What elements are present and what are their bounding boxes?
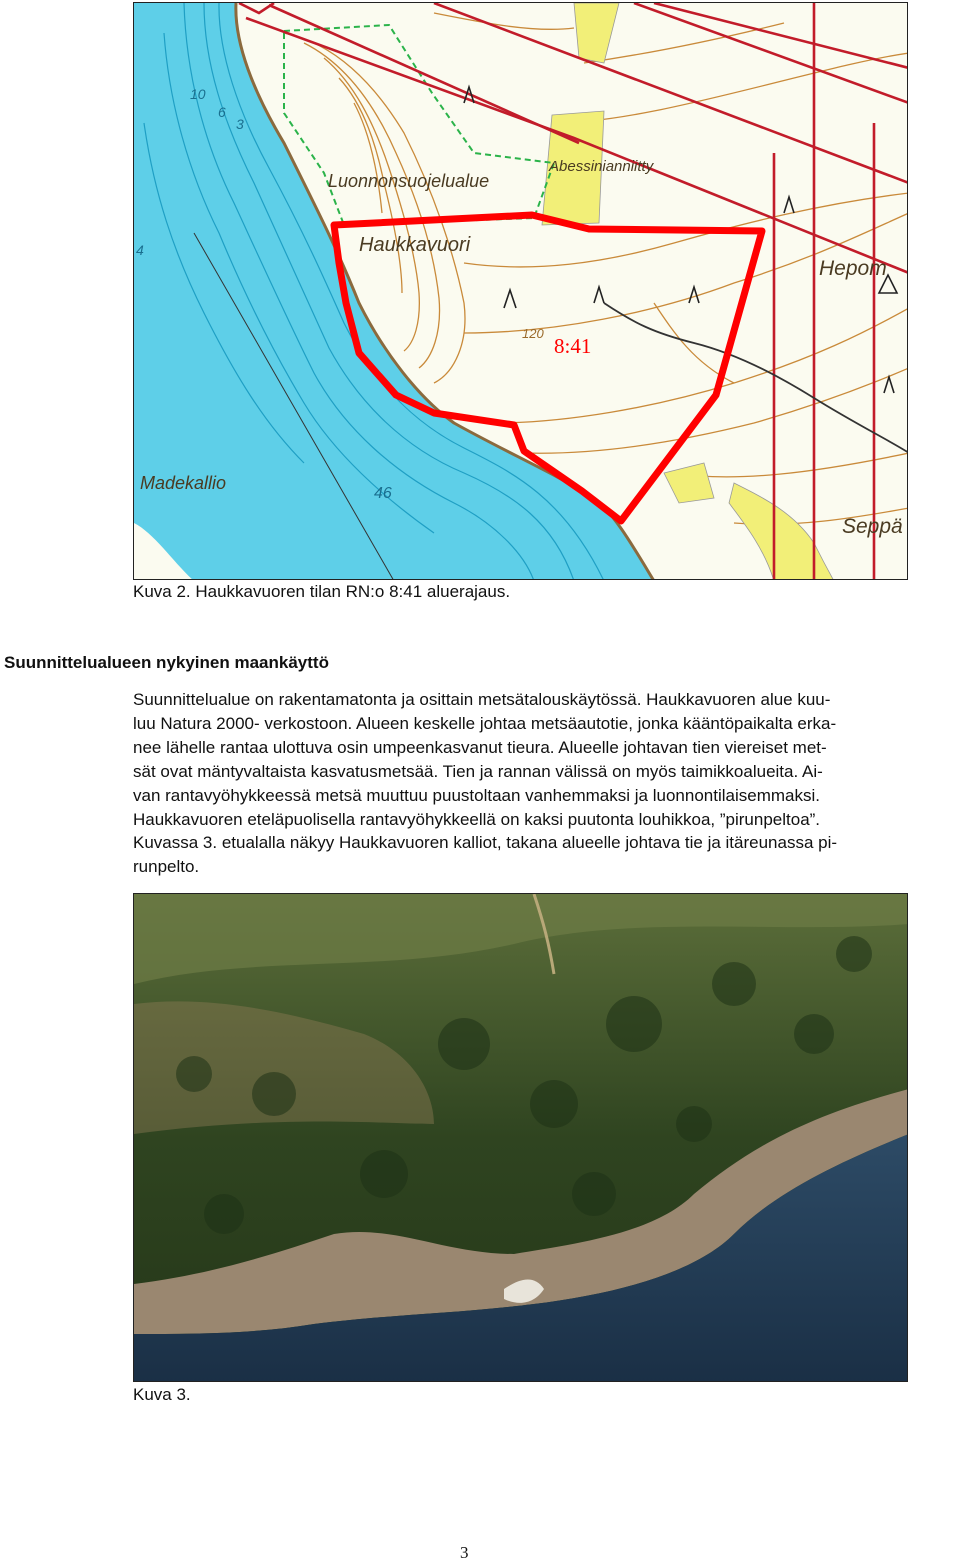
label-nature-reserve: Luonnonsuojelualue [328, 171, 490, 191]
parcel-label: 8:41 [554, 334, 592, 358]
paragraph-line: runpelto. [133, 857, 200, 877]
label-contour-120: 120 [522, 326, 544, 341]
paragraph-line: Suunnittelualue on rakentamatonta ja osittain metsätalouskäytössä. Haukkavuoren alue kuu- [133, 690, 831, 709]
map-graphic [134, 3, 908, 580]
photo-caption: Kuva 3. [133, 1385, 191, 1404]
label-haukkavuori: Haukkavuori [359, 234, 471, 256]
label-depth-10: 10 [190, 86, 206, 102]
label-edge-4: 4 [136, 242, 144, 258]
paragraph-line: nee lähelle rantaa ulottuva osin umpeenkasvanut tieura. Alueelle johtavan tien viereiset met- [133, 737, 827, 757]
page-number: 3 [460, 1543, 469, 1562]
label-hepom: Hepom [819, 257, 887, 280]
body-paragraph [133, 688, 949, 879]
topographic-map [133, 2, 908, 580]
map-caption: Kuva 2. Haukkavuoren tilan RN:o 8:41 aluerajaus. [133, 582, 511, 601]
section-heading: Suunnittelualueen nykyinen maankäyttö [4, 653, 329, 672]
label-madekallio: Madekallio [140, 473, 227, 493]
paragraph-line: van rantavyöhykkeessä metsä muuttuu puustoltaan vanhemmaksi ja luonnontilaisemmaksi. [133, 785, 820, 805]
paragraph-line: Kuvassa 3. etualalla näkyy Haukkavuoren kalliot, takana alueelle johtava tie ja itäreunassa pi- [133, 833, 838, 853]
label-seppa: Seppä [842, 515, 903, 538]
paragraph-line: Haukkavuoren eteläpuolisella rantavyöhykkeellä on kaksi puutonta louhikkoa, ”pirunpeltoa”. [133, 809, 821, 829]
paragraph-line: luu Natura 2000- verkostoon. Alueen keskelle johtaa metsäautotie, jonka kääntöpaikalta erka- [133, 713, 837, 733]
label-depth-6: 6 [218, 104, 226, 120]
paragraph-line: sät ovat mäntyvaltaista kasvatusmetsää. Tien ja rannan välissä on myös taimikkoalueita. Ai- [133, 761, 823, 781]
label-depth-46: 46 [374, 485, 392, 502]
label-depth-3: 3 [236, 116, 244, 132]
aerial-photo [133, 893, 908, 1382]
label-field: Abessinianniitty [549, 158, 654, 175]
aerial-photo-graphic [134, 894, 908, 1382]
